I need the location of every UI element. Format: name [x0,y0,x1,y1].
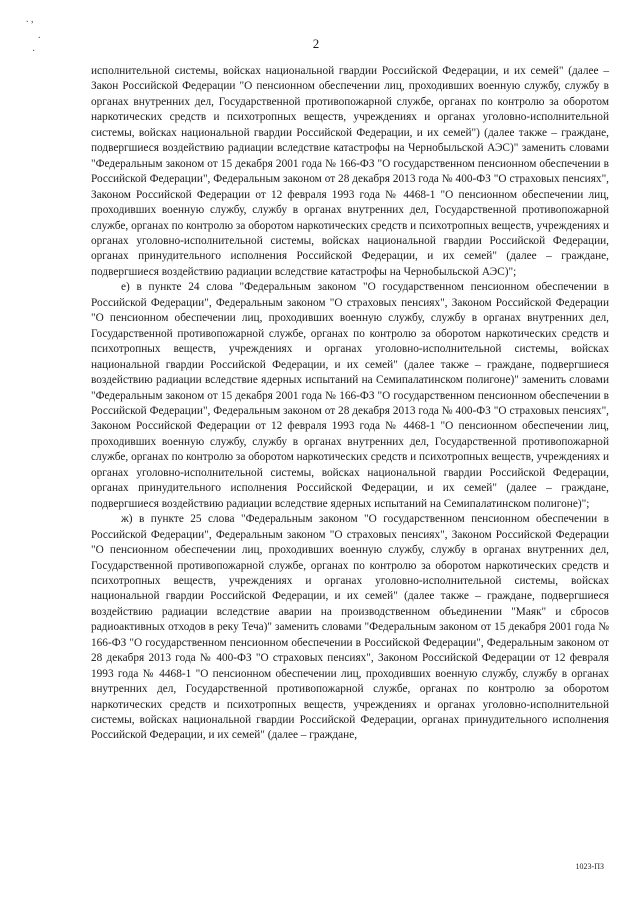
paragraph-item-zh: ж) в пункте 25 слова "Федеральным законом "О государственном пенсионном обеспечении в Российской Федерации", Федеральным законом "О страховых пенсиях", Законом Российской Федерации "О пенсионном обеспечении лиц, проходивших военную службу, службу в органах внутренних дел, Государственной противопожарной службе, органах по контролю за оборотом наркотических средств и психотропных веществ, учреждениях и органах уголовно-исполнительной системы, войсках национальной гвардии Российской Федерации, и их семей" (далее также – граждане, подвергшиеся воздействию радиации вследствие аварии на производственном объединении "Маяк" и сбросов радиоактивных отходов в реку Теча)" заменить словами "Федеральным законом от 15 декабря 2001 года № 166-ФЗ "О государственном пенсионном обеспечении в Российской Федерации", Федеральным законом от 28 декабря 2013 года № 400-ФЗ "О страховых пенсиях", Законом Российской Федерации от 12 февраля 1993 года № 4468-1 "О пенсионном обеспечении лиц, проходивших военную службу, службу в органах внутренних дел, Государственной противопожарной службе, органах по контролю за оборотом наркотических средств и психотропных веществ, учреждениях и органах уголовно-исполнительной системы, войсках национальной гвардии Российской Федерации, органах принудительного исполнения Российской Федерации, и их семей" (далее – граждане, [91,513,609,742]
page-number: 2 [312,36,320,51]
paragraph-item-e: е) в пункте 24 слова "Федеральным законом "О государственном пенсионном обеспечении в Российской Федерации", Федеральным законом "О страховых пенсиях", Законом Российской Федерации "О пенсионном обеспечении лиц, проходивших военную службу, службу в органах внутренних дел, Государственной противопожарной службе, органах по контролю за оборотом наркотических средств и психотропных веществ, учреждениях и органах уголовно-исполнительной системы, войсках национальной гвардии Российской Федерации, и их семей" (далее также – граждане, подвергшиеся воздействию радиации вследствие ядерных испытаний на Семипалатинском полигоне)" заменить словами "Федеральным законом от 15 декабря 2001 года № 166-ФЗ "О государственном пенсионном обеспечении в Российской Федерации", Федеральным законом от 28 декабря 2013 года № 400-ФЗ "О страховых пенсиях", Законом Российской Федерации от 12 февраля 1993 года № 4468-1 "О пенсионном обеспечении лиц, проходивших военную службу, службу в органах внутренних дел, Государственной противопожарной службе, органах по контролю за оборотом наркотических средств и психотропных веществ, учреждениях и органах уголовно-исполнительной системы, войсках национальной гвардии Российской Федерации, органах принудительного исполнения Российской Федерации, и их семей" (далее – граждане, подвергшиеся воздействию радиации вследствие ядерных испытаний на Семипалатинском полигоне)"; [91,281,609,510]
document-code: 1023-ПЗ [575,862,604,871]
scan-mark: · [32,46,36,57]
paragraph-continuation: исполнительной системы, войсках национальной гвардии Российской Федерации, и их семей" (далее – Закон Российской Федерации "О пенсионном обеспечении лиц, проходивших военную службу, службу в органах внутренних дел, Государственной противопожарной службе, органах по контролю за оборотом наркотических средств и психотропных веществ, учреждениях и органах уголовно-исполнительной системы, войсках национальной гвардии Российской Федерации, и их семей") (далее также – граждане, подвергшиеся воздействию радиации вследствие катастрофы на Чернобыльской АЭС)" заменить словами "Федеральным законом от 15 декабря 2001 года № 166-ФЗ "О государственном пенсионном обеспечении в Российской Федерации", Федеральным законом от 28 декабря 2013 года № 400-ФЗ "О страховых пенсиях", Законом Российской Федерации от 12 февраля 1993 года № 4468-1 "О пенсионном обеспечении лиц, проходивших военную службу, службу в органах внутренних дел, Государственной противопожарной службе, органах по контролю за оборотом наркотических средств и психотропных веществ, учреждениях и органах уголовно-исполнительной системы, войсках национальной гвардии Российской Федерации, органах принудительного исполнения Российской Федерации, и их семей" (далее – граждане, подвергшиеся воздействию радиации вследствие катастрофы на Чернобыльской АЭС)"; [91,65,609,278]
scan-mark: . , [26,14,34,25]
document-body [91,64,609,744]
scan-mark: . [38,30,41,41]
